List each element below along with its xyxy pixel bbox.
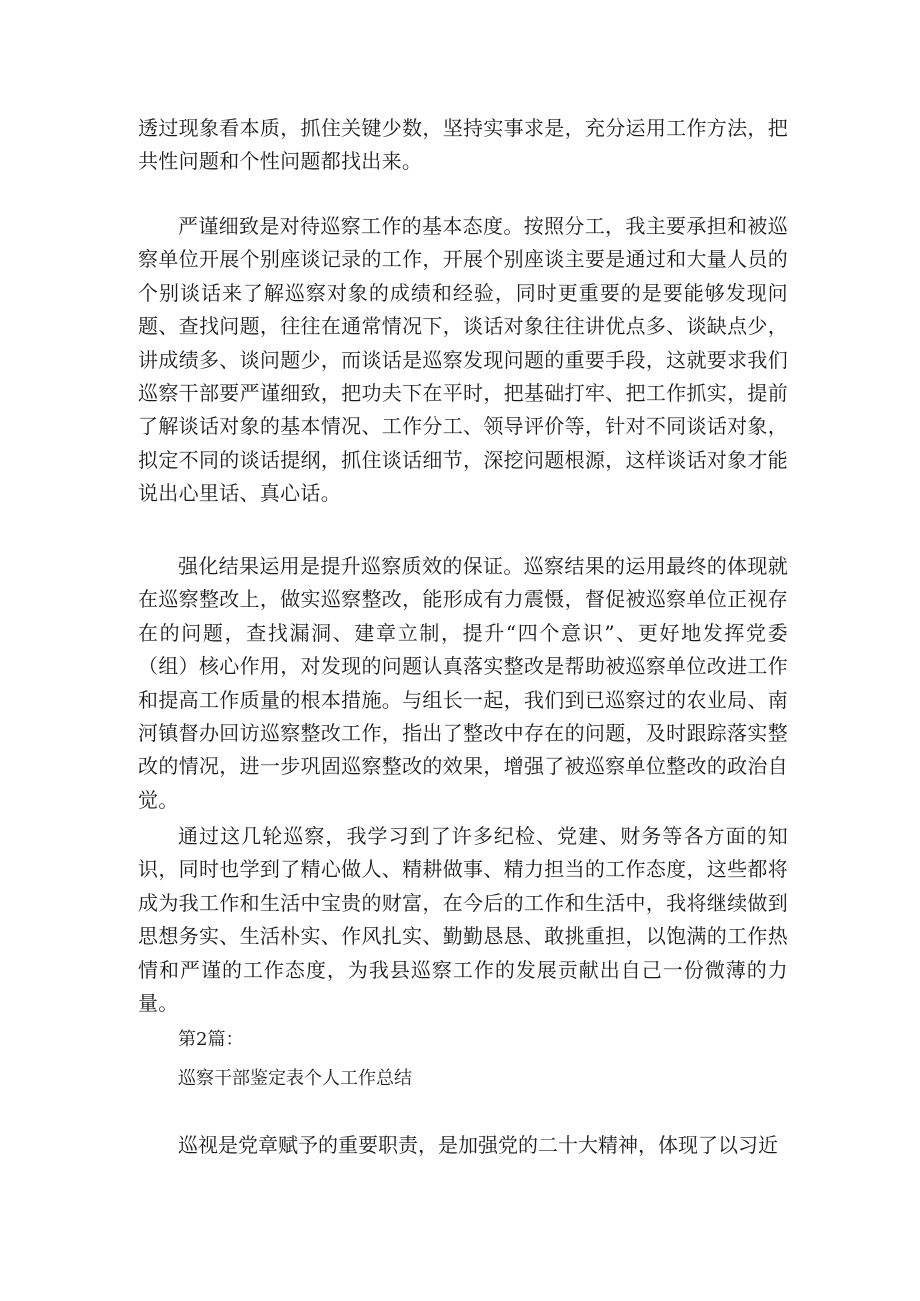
- section-heading: 第2篇：: [178, 1029, 244, 1050]
- paragraph-4: 通过这几轮巡察，我学习到了许多纪检、党建、财务等各方面的知识，同时也学到了精心做人、精耕做事、精力担当的工作态度，这些都将成为我工作和生活中宝贵的财富，在今后的工作和生活中，我将继续做到思想务实、生活朴实、作风扎实、勤勤恳恳、敢挑重担，以饱满的工作热情和严谨的工作态度，为我县巡察工作的发展贡献出自己一份微薄的力量。: [138, 824, 788, 1016]
- paragraph-1: 透过现象看本质，抓住关键少数，坚持实事求是，充分运用工作方法，把共性问题和个性问题都找出来。: [138, 116, 788, 174]
- paragraph-2: 严谨细致是对待巡察工作的基本态度。按照分工，我主要承担和被巡察单位开展个别座谈记录的工作，开展个别座谈主要是通过和大量人员的个别谈话来了解巡察对象的成绩和经验，同时更重要的是要能够发现问题、查找问题，往往在通常情况下，谈话对象往往讲优点多、谈缺点少，讲成绩多、谈问题少，而谈话是巡察发现问题的重要手段，这就要求我们巡察干部要严谨细致，把功夫下在平时，把基础打牢、把工作抓实，提前了解谈话对象的基本情况、工作分工、领导评价等，针对不同谈话对象，拟定不同的谈话提纲，抓住谈话细节，深挖问题根源，这样谈话对象才能说出心里话、真心话。: [138, 214, 788, 506]
- section-title: 巡察干部鉴定表个人工作总结: [178, 1068, 412, 1089]
- paragraph-5: 巡视是党章赋予的重要职责，是加强党的二十大精神，体现了以习近: [178, 1133, 778, 1157]
- paragraph-3: 强化结果运用是提升巡察质效的保证。巡察结果的运用最终的体现就在巡察整改上，做实巡察整改，能形成有力震慑，督促被巡察单位正视存在的问题，查找漏洞、建章立制，提升“四个意识”、更好地发挥党委（组）核心作用，对发现的问题认真落实整改是帮助被巡察单位改进工作和提高工作质量的根本措施。与组长一起，我们到已巡察过的农业局、南河镇督办回访巡察整改工作，指出了整改中存在的问题，及时跟踪落实整改的情况，进一步巩固巡察整改的效果，增强了被巡察单位整改的政治自觉。: [138, 554, 788, 812]
